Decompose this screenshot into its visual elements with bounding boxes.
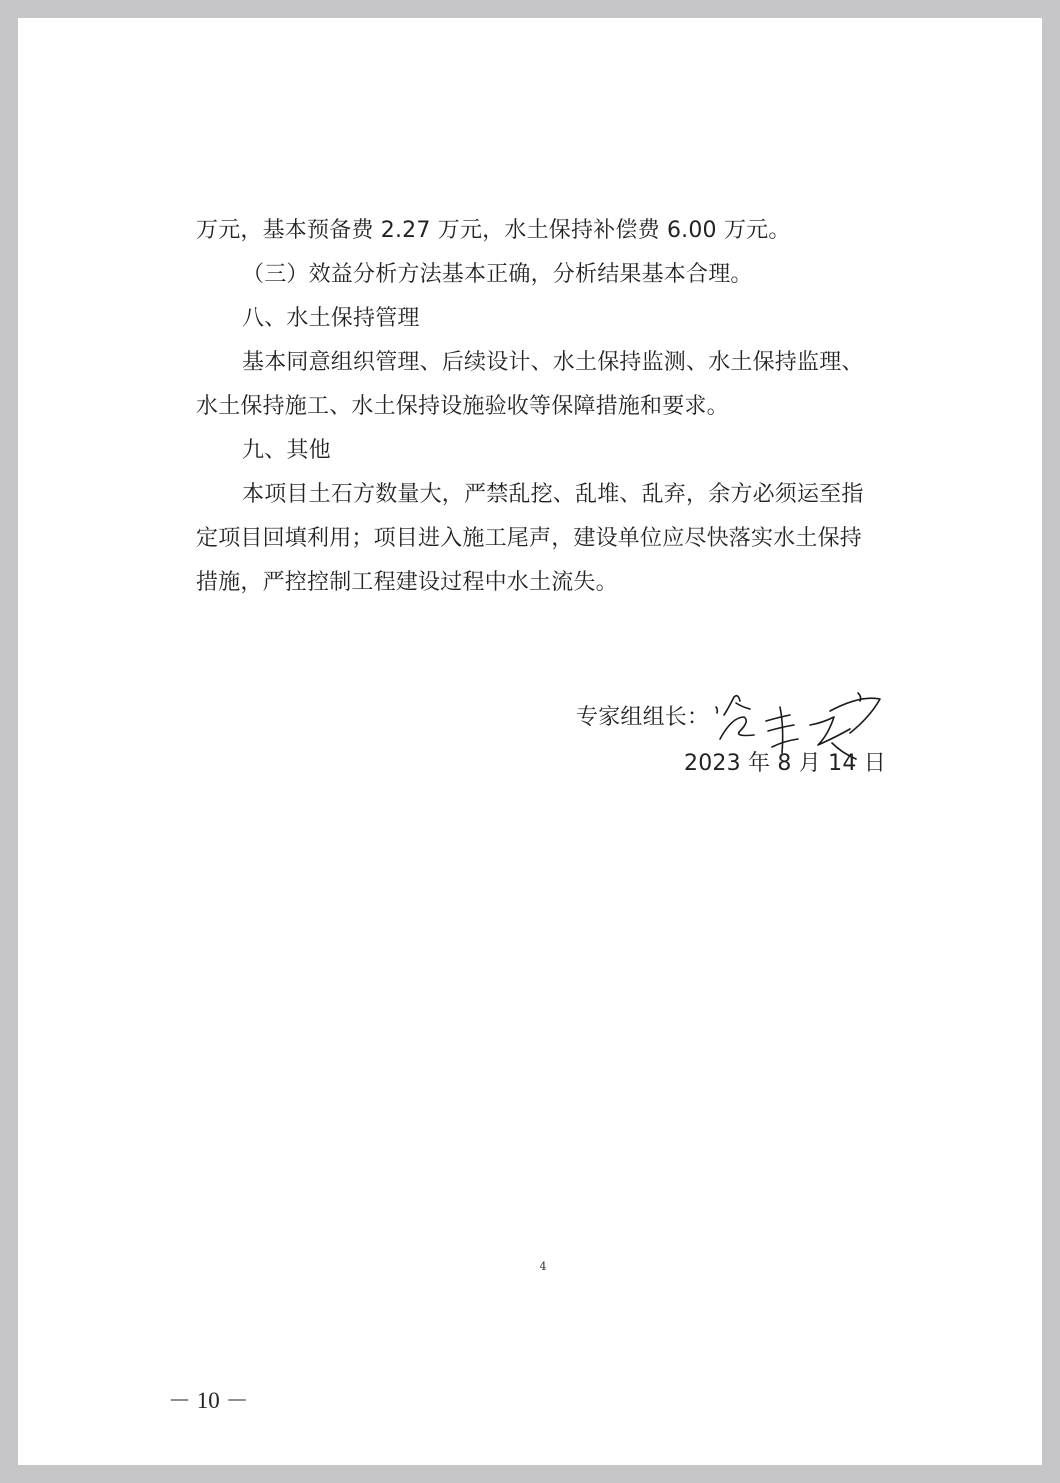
section-heading: 九、其他 (242, 438, 331, 463)
signature-date: 2023 年 8 月 14 日 (684, 751, 886, 776)
inner-page-number: 4 (539, 1260, 547, 1273)
section-heading: 八、水土保持管理 (242, 306, 420, 331)
section-heading: （三）效益分析方法基本正确，分析结果基本合理。 (242, 262, 753, 287)
paragraph-line: 水土保持施工、水土保持设施验收等保障措施和要求。 (196, 394, 729, 419)
paragraph-line: 万元，基本预备费 2.27 万元，水土保持补偿费 6.00 万元。 (196, 218, 791, 243)
paragraph-line: 定项目回填利用；项目进入施工尾声，建设单位应尽快落实水土保持 (196, 526, 863, 551)
paragraph-line: 本项目土石方数量大，严禁乱挖、乱堆、乱弃，余方必须运至指 (242, 482, 864, 507)
outer-page-number: － 10 － (168, 1388, 249, 1413)
paragraph-line: 措施，严控控制工程建设过程中水土流失。 (196, 570, 618, 595)
document-page (18, 18, 1042, 1465)
paragraph-line: 基本同意组织管理、后续设计、水土保持监测、水土保持监理、 (242, 350, 864, 375)
signature-label: 专家组组长： (576, 705, 710, 730)
